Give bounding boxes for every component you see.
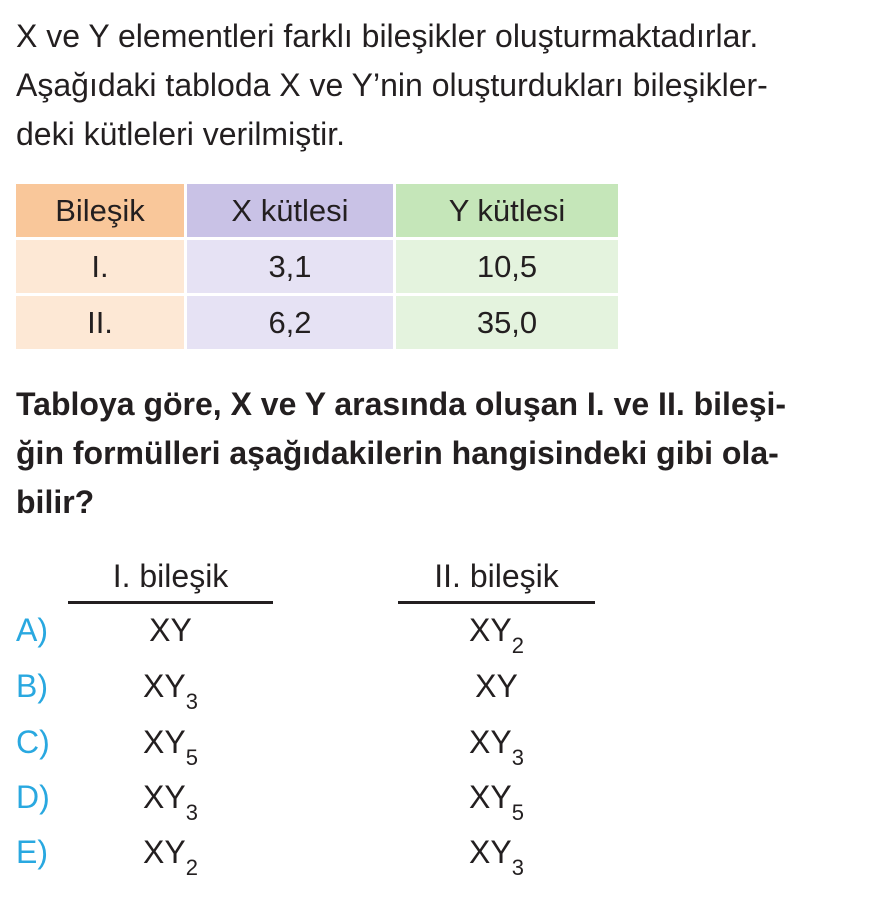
option-letter[interactable]: A) — [16, 612, 48, 648]
option-formula — [398, 779, 595, 826]
option-formula — [68, 779, 273, 826]
option-formula — [398, 612, 595, 659]
option-letter[interactable]: D) — [16, 779, 50, 815]
formula-subscript: 3 — [511, 745, 524, 770]
column-divider — [68, 601, 273, 604]
option-formula — [68, 668, 273, 715]
column-header-compound-2: II. bileşik — [434, 558, 559, 594]
column-divider — [398, 601, 595, 604]
table-cell: 10,5 — [396, 240, 618, 293]
intro-line: deki kütleleri verilmiştir. — [16, 116, 345, 152]
formula-base: XY — [475, 668, 518, 704]
option-formula — [68, 612, 273, 649]
question-line: bilir? — [16, 484, 95, 520]
table-header-cell: Y kütlesi — [396, 184, 618, 237]
formula-base: XY — [469, 779, 512, 815]
option-letter[interactable]: E) — [16, 834, 48, 870]
table-header-cell: Bileşik — [16, 184, 184, 237]
mass-table — [13, 181, 621, 352]
intro-line: Aşağıdaki tabloda X ve Y’nin oluşturdukları bileşikler- — [16, 67, 768, 103]
formula-base: XY — [143, 834, 186, 870]
formula-base: XY — [469, 724, 512, 760]
formula-subscript: 3 — [185, 800, 198, 825]
intro-paragraph — [16, 12, 846, 159]
formula-subscript: 5 — [185, 745, 198, 770]
formula-base: XY — [143, 779, 186, 815]
option-letter[interactable]: B) — [16, 668, 48, 704]
formula-base: XY — [469, 612, 512, 648]
table-cell: II. — [16, 296, 184, 349]
option-formula — [398, 668, 595, 705]
table-row — [16, 240, 618, 293]
table-cell: I. — [16, 240, 184, 293]
option-formula — [68, 724, 273, 771]
table-header-cell: X kütlesi — [187, 184, 393, 237]
table-cell: 3,1 — [187, 240, 393, 293]
option-formula — [68, 834, 273, 881]
table-cell: 35,0 — [396, 296, 618, 349]
formula-subscript: 5 — [511, 800, 524, 825]
option-formula — [398, 724, 595, 771]
formula-subscript: 2 — [511, 633, 524, 658]
formula-subscript: 3 — [185, 689, 198, 714]
formula-base: XY — [469, 834, 512, 870]
question-line: Tabloya göre, X ve Y arasında oluşan I. ve II. bileşi- — [16, 386, 787, 422]
formula-base: XY — [143, 724, 186, 760]
table-row — [16, 296, 618, 349]
option-formula — [398, 834, 595, 881]
intro-line: X ve Y elementleri farklı bileşikler oluşturmaktadırlar. — [16, 18, 759, 54]
formula-subscript: 3 — [511, 855, 524, 880]
option-letter[interactable]: C) — [16, 724, 50, 760]
column-header-compound-1: I. bileşik — [112, 558, 229, 594]
table-header-row — [16, 184, 618, 237]
formula-base: XY — [149, 612, 192, 648]
formula-base: XY — [143, 668, 186, 704]
question-line: ğin formülleri aşağıdakilerin hangisindeki gibi ola- — [16, 435, 779, 471]
formula-subscript: 2 — [185, 855, 198, 880]
question-text — [16, 380, 846, 527]
table-cell: 6,2 — [187, 296, 393, 349]
